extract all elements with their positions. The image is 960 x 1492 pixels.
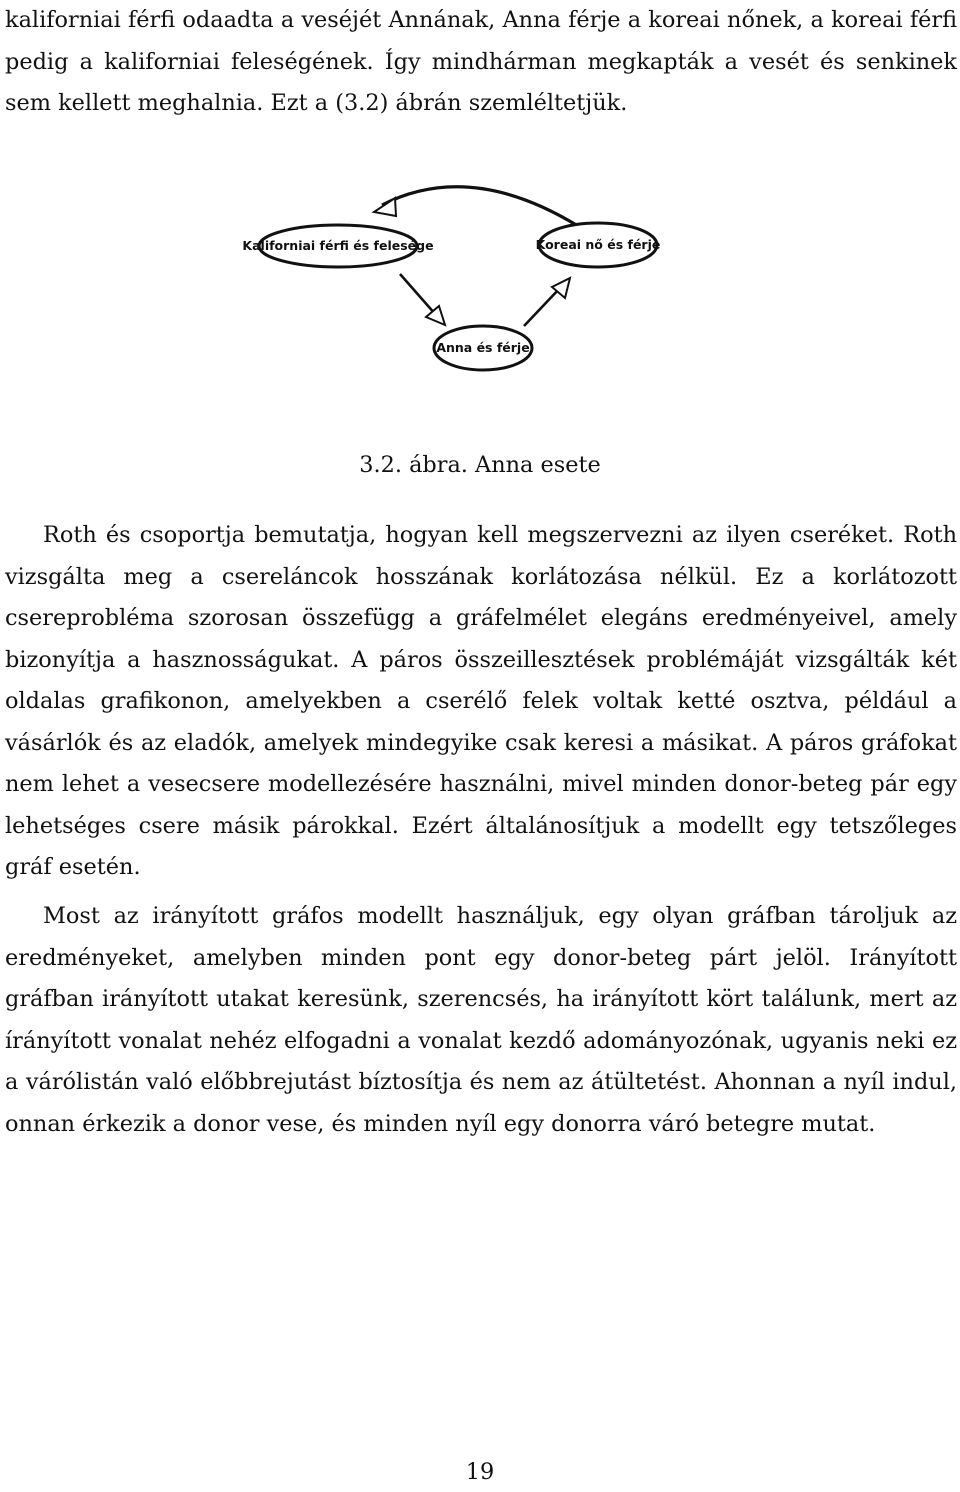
paragraph-roth: Roth és csoportja bemutatja, hogyan kell megszervezni az ilyen cseréket. Roth vizsgálta meg a csereláncok hosszának korlátozása nélkül. Ez a korlátozott csereprobléma szorosan összefügg a gráfelmélet elegáns eredményeivel, amely bizonyítja a hasznosságukat. A páros összeillesztések problémáját vizsgálták két oldalas grafikonon, amelyekben a cserélő felek voltak ketté osztva, például a vásárlók és az eladók, amelyek mindegyike csak keresi a másikat. A páros gráfokat nem lehet a vesecsere modellezésére használni, mivel minden donor-beteg pár egy lehetséges csere másik párokkal. Ezért általánosítjuk a modellt egy tetszőleges gráf esetén. <box>5 522 957 880</box>
diagram-svg <box>0 168 960 398</box>
arrowhead-right-to-left <box>374 198 396 216</box>
figure-kidney-exchange-diagram <box>0 168 960 398</box>
node-bottom-label: Anna és férje <box>436 340 530 355</box>
paragraph-directed-graph: Most az irányított gráfos modellt használjuk, egy olyan gráfban tároljuk az eredményeket, amelyben minden pont egy donor-beteg párt jelöl. Irányított gráfban irányított utakat keresünk, szerencsés, ha irányított kört találunk, mert az írányított vonalat nehéz elfogadni a vonalat kezdő adományozónak, ugyanis neki ez a várólistán való előbbrejutást bíztosítja és nem az átültetést. Ahonnan a nyíl indul, onnan érkezik a donor vese, és minden nyíl egy donorra váró betegre mutat. <box>5 903 957 1137</box>
node-left-label: Kaliforniai férfi és felesége <box>242 238 434 253</box>
paragraph-intro: kaliforniai férfi odaadta a veséjét Annának, Anna férje a koreai nőnek, a koreai férfi pedig a kaliforniai feleségének. Így mindhárman megkapták a vesét és senkinek sem kellett meghalnia. Ezt a (3.2) ábrán szemléltetjük. <box>5 7 957 116</box>
node-right-label: Koreai nő és férje <box>535 237 661 252</box>
page-number: 19 <box>465 1459 495 1485</box>
edge-right-to-left <box>382 187 578 226</box>
edge-left-to-bottom <box>400 274 436 315</box>
edge-bottom-to-right <box>524 288 560 326</box>
arrowhead-left-to-bottom <box>426 306 445 325</box>
figure-caption: 3.2. ábra. Anna esete <box>359 452 601 478</box>
